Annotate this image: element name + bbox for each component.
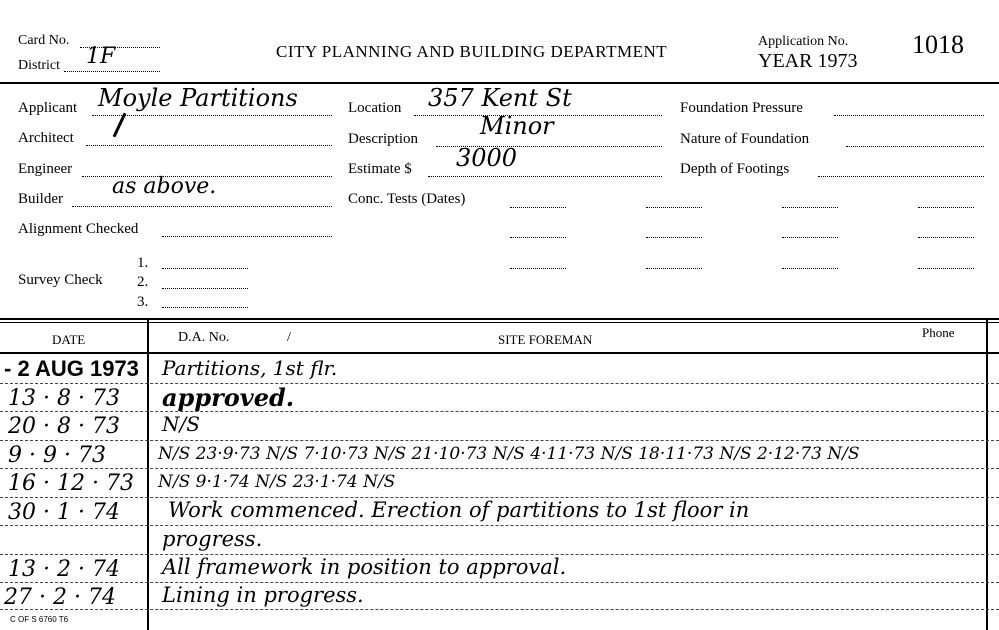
- table-row-date: 20 · 8 · 73: [8, 414, 120, 439]
- applicant-label: Applicant: [18, 100, 78, 116]
- table-row-entry: All framework in position to approval.: [162, 555, 567, 579]
- survey-label: Survey Check: [18, 272, 103, 288]
- survey-2-line: [162, 288, 248, 289]
- survey-1-line: [162, 268, 248, 269]
- applicant-line: [92, 115, 332, 116]
- row-divider: [0, 468, 999, 469]
- header-row-border: [0, 352, 999, 354]
- survey-1-label: 1.: [137, 255, 149, 271]
- conc-date-line: [918, 207, 974, 208]
- conc-date-line: [646, 207, 702, 208]
- table-row-entry: N/S: [162, 412, 200, 436]
- table-row-date: 9 · 9 · 73: [8, 443, 106, 468]
- depth-footings-label: Depth of Footings: [680, 161, 790, 177]
- conc-date-line: [782, 237, 838, 238]
- conc-date-line: [646, 237, 702, 238]
- table-row-entry: Lining in progress.: [162, 583, 364, 607]
- date-header: DATE: [52, 332, 86, 347]
- table-row-entry: Work commenced. Erection of partitions to 1st floor in: [168, 498, 750, 522]
- table-row-entry: N/S 23·9·73 N/S 7·10·73 N/S 21·10·73 N/S 4·11·73 N/S 18·11·73 N/S 2·12·73 N/S: [158, 444, 860, 464]
- table-row-entry: Partitions, 1st flr.: [162, 356, 338, 380]
- table-row-entry: progress.: [162, 527, 263, 551]
- nature-foundation-line: [846, 146, 984, 147]
- phone-header: Phone: [922, 325, 955, 340]
- depth-footings-line: [818, 176, 984, 177]
- row-divider: [0, 582, 999, 583]
- architect-line: [86, 145, 332, 146]
- card-no-label: Card No.: [18, 33, 70, 48]
- survey-3-line: [162, 307, 248, 308]
- conc-date-line: [510, 207, 566, 208]
- location-label: Location: [348, 100, 402, 116]
- conc-date-line: [918, 268, 974, 269]
- table-row-entry: N/S 9·1·74 N/S 23·1·74 N/S: [158, 472, 396, 492]
- description-value: Minor: [480, 112, 554, 140]
- da-slash: /: [287, 330, 291, 345]
- form-code: C OF S 6760 T6: [10, 615, 69, 624]
- estimate-line: [428, 176, 662, 177]
- builder-line: [72, 206, 332, 207]
- da-header: D.A. No.: [178, 330, 230, 345]
- application-label: Application No.: [758, 34, 849, 49]
- district-label: District: [18, 58, 60, 73]
- location-value: 357 Kent St: [428, 84, 572, 112]
- foundation-pressure-label: Foundation Pressure: [680, 100, 803, 116]
- table-row-date: 13 · 8 · 73: [8, 386, 120, 411]
- engineer-label: Engineer: [18, 161, 73, 177]
- conc-date-line: [510, 268, 566, 269]
- conc-date-line: [510, 237, 566, 238]
- table-row-entry: approved.: [162, 383, 295, 412]
- site-foreman-header: SITE FOREMAN: [498, 332, 593, 347]
- applicant-stroke: [113, 113, 127, 138]
- conc-date-line: [782, 268, 838, 269]
- conc-date-line: [646, 268, 702, 269]
- year-label: YEAR 1973: [758, 50, 858, 72]
- survey-2-label: 2.: [137, 274, 149, 290]
- table-row-date: 16 · 12 · 73: [8, 471, 134, 496]
- estimate-label: Estimate $: [348, 161, 412, 177]
- row-divider: [0, 383, 999, 384]
- row-divider: [0, 440, 999, 441]
- alignment-label: Alignment Checked: [18, 221, 139, 237]
- builder-label: Builder: [18, 191, 63, 207]
- description-label: Description: [348, 131, 418, 147]
- date-column-divider: [147, 320, 149, 630]
- survey-3-label: 3.: [137, 294, 149, 310]
- table-right-border: [986, 320, 988, 630]
- builder-value: as above.: [112, 174, 217, 199]
- department-title: CITY PLANNING AND BUILDING DEPARTMENT: [276, 42, 668, 61]
- row-divider: [0, 411, 999, 412]
- alignment-line: [162, 236, 332, 237]
- row-divider: [0, 609, 999, 610]
- table-row-date: 30 · 1 · 74: [8, 500, 120, 525]
- table-row-date: - 2 AUG 1973: [4, 356, 139, 381]
- architect-label: Architect: [18, 130, 74, 146]
- table-top-border: [0, 318, 999, 320]
- table-row-date: 27 · 2 · 74: [4, 585, 116, 610]
- estimate-value: 3000: [456, 144, 518, 172]
- conc-date-line: [782, 207, 838, 208]
- table-row-date: 13 · 2 · 74: [8, 557, 120, 582]
- table-top-border-inner: [0, 322, 999, 323]
- application-number: 1018: [912, 30, 964, 59]
- district-line: [64, 71, 160, 72]
- foundation-pressure-line: [834, 115, 984, 116]
- nature-foundation-label: Nature of Foundation: [680, 131, 810, 147]
- applicant-value: Moyle Partitions: [98, 84, 298, 112]
- conc-date-line: [918, 237, 974, 238]
- district-value: 1F: [86, 44, 116, 69]
- conc-tests-label: Conc. Tests (Dates): [348, 191, 466, 207]
- row-divider: [0, 525, 999, 526]
